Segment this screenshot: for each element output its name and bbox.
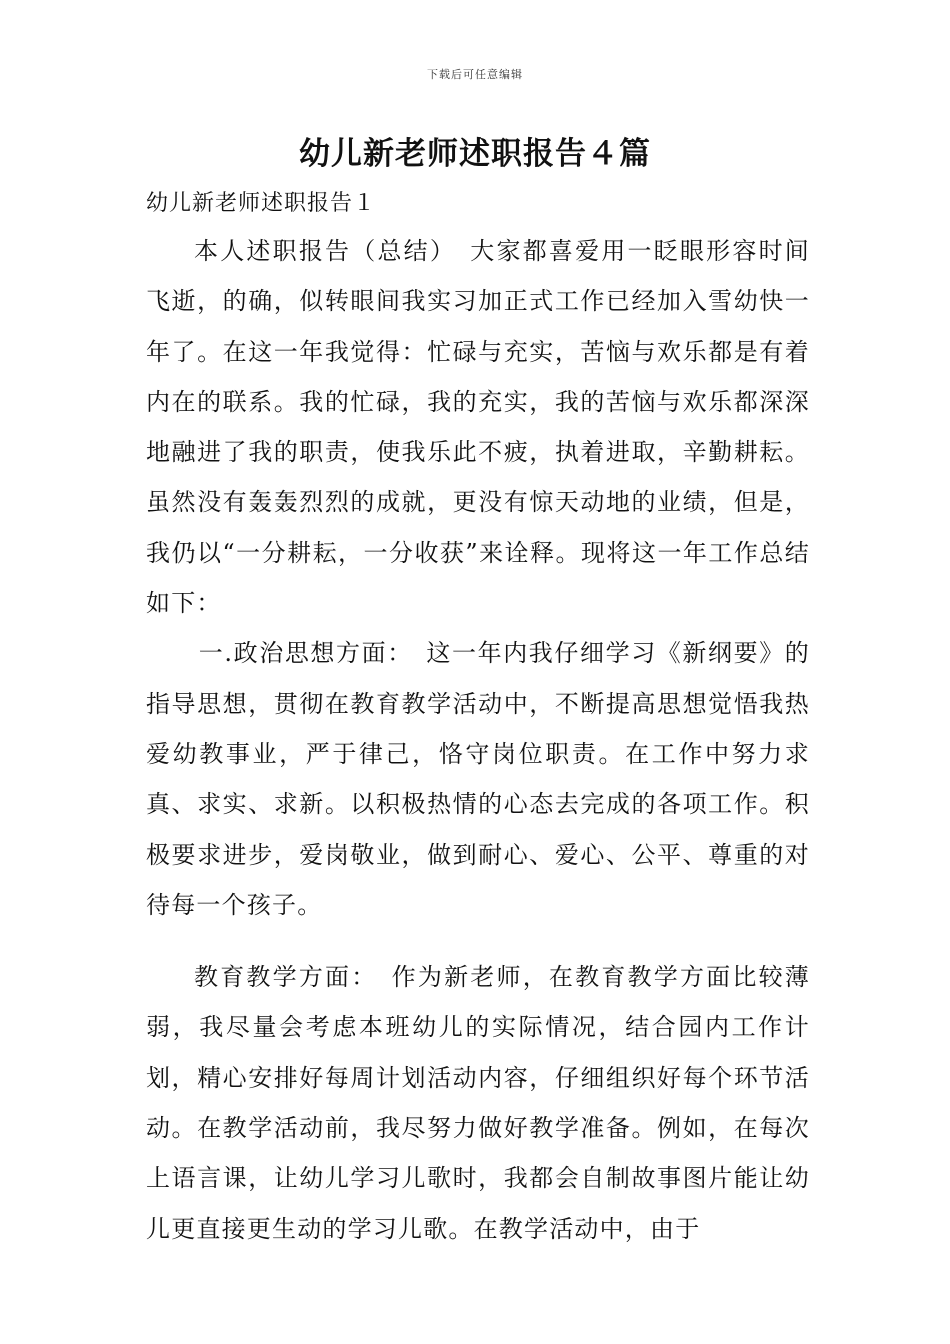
document-body	[146, 226, 810, 1254]
paragraph-political: 一.政治思想方面： 这一年内我仔细学习《新纲要》的指导思想，贯彻在教育教学活动中，不断提高思想觉悟我热爱幼教事业，严于律己，恪守岗位职责。在工作中努力求真、求实、求新。以积极热情的心态去完成的各项工作。积极要求进步，爱岗敬业，做到耐心、爱心、公平、尊重的对待每一个孩子。	[146, 639, 810, 919]
page-header-note: 下载后可任意编辑	[427, 68, 523, 81]
document-title: 幼儿新老师述职报告４篇	[299, 136, 651, 172]
section-title: 幼儿新老师述职报告１	[146, 191, 377, 216]
paragraph-intro: 本人述职报告（总结） 大家都喜爱用一眨眼形容时间飞逝，的确，似转眼间我实习加正式工作已经加入雪幼快一年了。在这一年我觉得：忙碌与充实，苦恼与欢乐都是有着内在的联系。我的忙碌，我的充实，我的苦恼与欢乐都深深地融进了我的职责，使我乐此不疲，执着进取，辛勤耕耘。虽然没有轰轰烈烈的成就，更没有惊天动地的业绩，但是，我仍以“一分耕耘，一分收获”来诠释。现将这一年工作总结如下：	[146, 237, 810, 618]
paragraph-teaching: 教育教学方面： 作为新老师，在教育教学方面比较薄弱，我尽量会考虑本班幼儿的实际情况，结合园内工作计划，精心安排好每周计划活动内容，仔细组织好每个环节活动。在教学活动前，我尽努力做好教学准备。例如，在每次上语言课，让幼儿学习儿歌时，我都会自制故事图片能让幼儿更直接更生动的学习儿歌。在教学活动中，由于	[146, 963, 810, 1243]
